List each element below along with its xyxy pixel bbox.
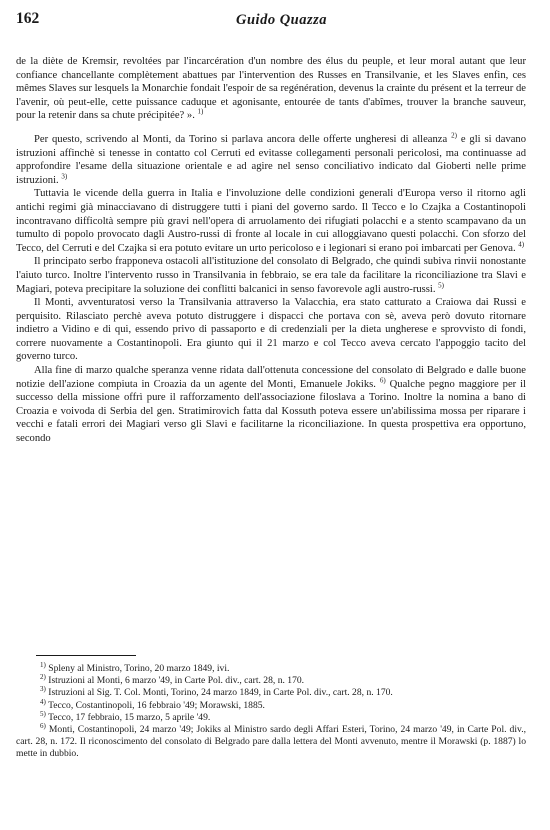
main-text: [16, 55, 526, 446]
footnote-ref: 6): [379, 376, 386, 385]
footnote-ref: 3): [61, 172, 68, 181]
footnote-ref: 1): [197, 107, 204, 116]
footnote-mark: 6): [40, 721, 46, 730]
footnote-mark: 1): [40, 660, 46, 669]
paragraph-alla-fine: Alla fine di marzo qualche speranza venne ridata dall'ottenuta concessione del consolato di Belgrado e dalle buone notizie dell'azione compiuta in Croazia da un agente del Monti, Emanuele Jokiks. $^{6)}$ Qualche pegno maggiore per il successo della missione offrì pure il rafforzamento dell'associazione filoslava a Torino. Inoltre la nomina a bano di Croazia e voivoda di Serbia del gen. Stratimirovich fatta dal Kossuth poteva essere un'abilissima mossa per riparare i vecchi e fatali errori dei Magiari verso gli Slavi e facilitarne la riconciliazione. In questa prospettiva era opportuno, secondo: [16, 365, 526, 445]
footnotes: [16, 660, 526, 761]
footnote: $^{4)}$ Tecco, Costantinopoli, 16 febbraio '49; Morawski, 1885.: [40, 697, 265, 711]
footnote-ref: 4): [518, 240, 525, 249]
page-number: 162: [16, 10, 40, 27]
paragraph-tuttavia: Tuttavia le vicende della guerra in Italia e l'involuzione delle condizioni generali d'Europa verso il ritorno agli antichi regimi già minacciavano di distruggere tutti i piani del governo sardo. Il Tecco e lo Czajka a Costantinopoli incontravano difficoltà sempre più gravi nell'opera di arruolamento dei rifugiati polacchi e a stento scampavano da un tumulto di popolo provocato dagli Austro-russi di fronte al locale in cui alloggiavano questi polacchi. Con sforzo del Tecco, del Cerruti e del Czajka si era potuto evitare un urto pericoloso e i legionari si erano poi imbarcati per Genova. $^{4)}$: [16, 188, 526, 254]
footnote-mark: 4): [40, 697, 46, 706]
paragraph-principato: Il principato serbo frapponeva ostacoli all'istituzione del consolato di Belgrado, che quindi subiva rinvii nonostante l'aiuto turco. Inoltre l'intervento russo in Transilvania in febbraio, se era tale da facilitare la riconciliazione tra Slavi e Magiari, poteva precipitare la soluzione dei conflitti balcanici in senso favorevole agli austro-russi. $^{5)}$: [16, 256, 526, 295]
footnote: $^{5)}$ Tecco, 17 febbraio, 15 marzo, 5 aprile '49.: [40, 709, 211, 723]
paragraph-per-questo: Per questo, scrivendo al Monti, da Torino si parlava ancora delle offerte ungheresi di alleanza $^{2)}$ e gli si davano istruzioni affinchè si tenesse in contatto col Cerruti ed evitasse collegamenti personali pericolosi, ma continuasse ad approfondire l'esame della situazione orientale e ad agire nel senso conciliativo indicato dal Gioberti nelle prime istruzioni. $^{3)}$: [16, 131, 527, 186]
footnote-mark: 5): [40, 709, 46, 718]
page-header: [16, 10, 526, 36]
footnote-ref: 2): [451, 131, 457, 140]
running-head: Guido Quazza: [236, 12, 328, 28]
footnote-separator: [36, 655, 136, 656]
footnote-ref: 5): [438, 280, 444, 289]
paragraph-quote-end: de la diète de Kremsir, revoltées par l'incarcération d'un nombre des élus du peuple, et leur moral autant que leur confiance chancellante complètement abattues par l'intervention des Russes en Transilvanie, et les Slaves enfin, ces mêmes Slaves sur lesquels la Monarchie fondait l'espoir de sa regénération, devenus la crainte du présent et la terreur de l'avenir, où peut-elle, cette puissance caduque et agonisante, entourée de tants d'abîmes, trouver la branche sauveur, pour la retenir dans sa chute précipitée? ». $^{1)}$: [16, 56, 526, 122]
footnote: $^{6)}$ Monti, Costantinopoli, 24 marzo '49; Jokiks al Ministro sardo degli Affari Esteri, Torino, 24 marzo '49, in Carte Pol. div., cart. 28, n. 172. Il riconoscimento del consolato di Belgrado pare dalla lettera del Monti avvenuto, mentre il Morawski (p. 1887) lo mette in dubbio.: [16, 721, 526, 760]
footnote-mark: 2): [40, 673, 46, 682]
footnote: $^{2)}$ Istruzioni al Monti, 6 marzo '49, in Carte Pol. div., cart. 28, n. 170.: [40, 673, 305, 687]
paragraph-monti: Il Monti, avventuratosi verso la Transilvania attraverso la Valacchia, era stato catturato a Craiowa dai Russi e perquisito. Rilasciato perchè aveva potuto distruggere i dispacci che portava con sè, aveva però dovuto ritornare indietro a Vidino e di qui, essendo privo di passaporto e di credenziali per la dieta ungherese e sprovvisto di fondi, correre nuovamente a Costantinopoli. Era giunto qui il 21 marzo e col Tecco aveva cercato l'appoggio tacito del governo turco.: [16, 297, 526, 363]
footnote-mark: 3): [40, 685, 46, 694]
footnote: $^{1)}$ Spleny al Ministro, Torino, 20 marzo 1849, ivi.: [40, 660, 230, 674]
footnote: $^{3)}$ Istruzioni al Sig. T. Col. Monti, Torino, 24 marzo 1849, in Carte Pol. div., cart. 28, n. 170.: [40, 685, 393, 699]
